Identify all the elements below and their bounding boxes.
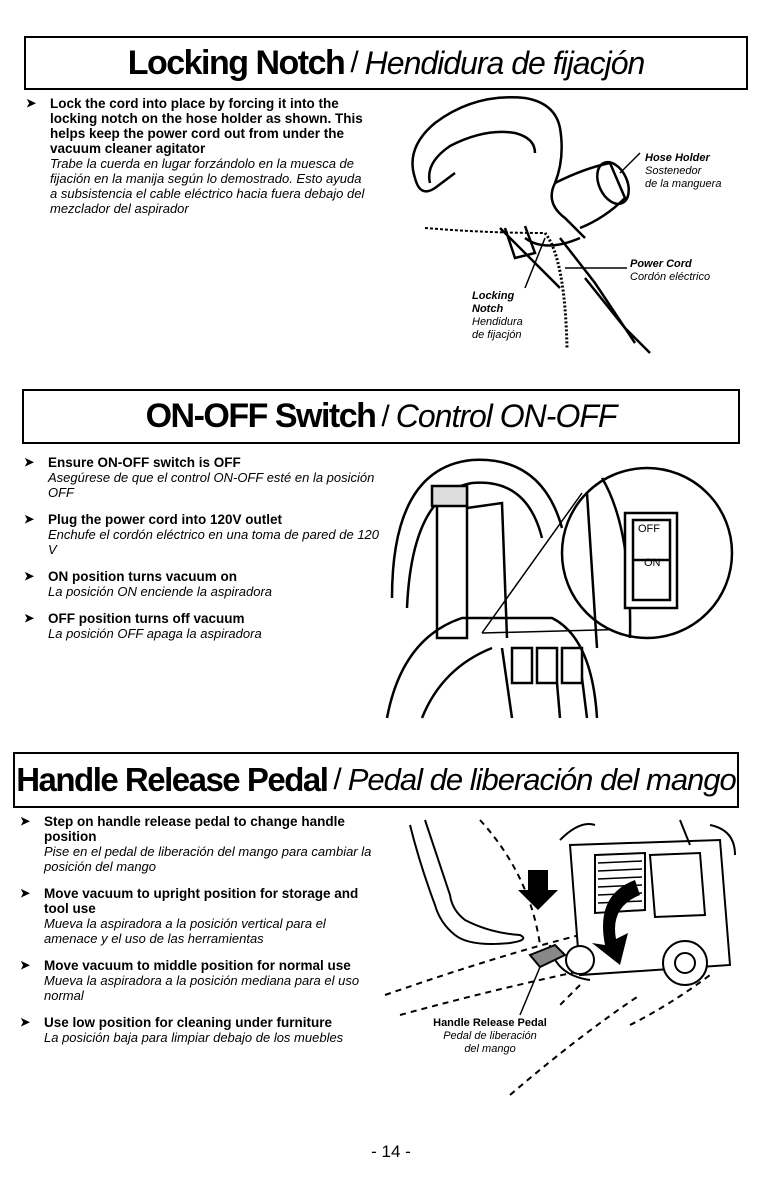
instruction-es: Pise en el pedal de liberación del mango para cambiar la posición del mango	[44, 844, 372, 874]
locking-notch-label-en1: Locking	[472, 290, 515, 302]
instruction-item	[16, 814, 376, 874]
instruction-es: Enchufe el cordón eléctrico en una toma de pared de 120 V	[48, 527, 380, 557]
instruction-item	[20, 455, 380, 500]
pedal-label-en: Handle Release Pedal	[433, 1017, 547, 1029]
locking-notch-header	[24, 36, 748, 90]
instruction-en: Use low position for cleaning under furniture	[44, 1015, 333, 1030]
locking-notch-title-en: Locking Notch	[127, 43, 345, 82]
instruction-en: Ensure ON-OFF switch is OFF	[48, 455, 241, 470]
pedal-label-es1: Pedal de liberación	[443, 1030, 537, 1042]
title-separator: /	[381, 399, 390, 433]
power-cord-label-es: Cordón eléctrico	[630, 271, 711, 283]
handle-release-pedal-illustration	[380, 815, 750, 1115]
bullet-arrow-icon: ➤	[20, 1015, 31, 1029]
bullet-arrow-icon: ➤	[20, 814, 31, 828]
locking-notch-title-es: Hendidura de fijacjón	[364, 44, 645, 81]
bullet-arrow-icon: ➤	[26, 96, 37, 110]
instruction-item	[20, 611, 380, 641]
instruction-en: Move vacuum to upright position for storage and tool use	[44, 886, 359, 916]
instruction-item	[22, 96, 372, 216]
instruction-en: ON position turns vacuum on	[48, 569, 238, 584]
switch-on-text: ON	[644, 557, 661, 569]
on-off-switch-illustration	[382, 448, 762, 723]
power-cord-label-en: Power Cord	[630, 258, 692, 270]
instruction-item	[16, 1015, 376, 1045]
on-off-switch-header	[22, 389, 740, 444]
hose-holder-label-en: Hose Holder	[645, 152, 710, 164]
instruction-item	[16, 958, 376, 1003]
instruction-item	[16, 886, 376, 946]
locking-notch-label-es2: de fijacjón	[472, 329, 522, 341]
power-cord-label	[630, 258, 710, 284]
instruction-item	[20, 512, 380, 557]
instruction-es: La posición OFF apaga la aspiradora	[48, 626, 262, 641]
bullet-arrow-icon: ➤	[20, 886, 31, 900]
pedal-label-es2: del mango	[464, 1043, 516, 1055]
instruction-es: Trabe la cuerda en lugar forzándolo en la muesca de fijación en la manija según lo demostrado. Esto ayuda a subsistencia el cable eléctrico hacia fuera debajo del mezclador del aspirador	[50, 156, 365, 216]
bullet-arrow-icon: ➤	[20, 958, 31, 972]
bullet-arrow-icon: ➤	[24, 611, 35, 625]
on-off-title-es: Control ON-OFF	[395, 398, 617, 434]
handle-release-instructions	[16, 814, 376, 1051]
instruction-en: Plug the power cord into 120V outlet	[48, 512, 283, 527]
instruction-es: La posición ON enciende la aspiradora	[48, 584, 273, 599]
switch-off-text: OFF	[638, 523, 660, 535]
instruction-en: Move vacuum to middle position for normal use	[44, 958, 351, 973]
locking-notch-instructions	[22, 96, 372, 222]
hose-holder-label-es1: Sostenedor	[645, 165, 702, 177]
title-separator: /	[333, 763, 342, 796]
instruction-es: Mueva la aspiradora a la posición mediana para el uso normal	[44, 973, 360, 1003]
handle-release-title-en: Handle Release Pedal	[16, 761, 328, 798]
bullet-arrow-icon: ➤	[24, 512, 35, 526]
on-off-instructions	[20, 455, 380, 647]
hose-holder-label	[645, 152, 721, 191]
locking-notch-label-en2: Notch	[472, 303, 504, 315]
instruction-en: OFF position turns off vacuum	[48, 611, 245, 626]
bullet-arrow-icon: ➤	[24, 569, 35, 583]
handle-release-title-es: Pedal de liberación del mango	[347, 762, 736, 797]
hose-holder-illustration	[395, 88, 755, 358]
instruction-en: Lock the cord into place by forcing it into the locking notch on the hose holder as shown. This helps keep the power cord out from under the vacuum cleaner agitator	[50, 96, 363, 156]
instruction-es: Asegúrese de que el control ON-OFF esté en la posición OFF	[48, 470, 375, 500]
hose-holder-label-es2: de la manguera	[645, 178, 722, 190]
bullet-arrow-icon: ➤	[24, 455, 35, 469]
locking-notch-label	[472, 290, 523, 342]
on-off-title-en: ON-OFF Switch	[145, 397, 376, 435]
instruction-es: La posición baja para limpiar debajo de los muebles	[44, 1030, 344, 1045]
locking-notch-label-es1: Hendidura	[472, 316, 523, 328]
instruction-en: Step on handle release pedal to change handle position	[44, 814, 345, 844]
page-number: - 14 -	[371, 1142, 411, 1161]
instruction-es: Mueva la aspiradora a la posición vertical para el amenace y el uso de las herramientas	[44, 916, 326, 946]
handle-release-pedal-header	[13, 752, 739, 808]
handle-release-pedal-label	[410, 1017, 570, 1056]
instruction-item	[20, 569, 380, 599]
title-separator: /	[350, 46, 359, 79]
